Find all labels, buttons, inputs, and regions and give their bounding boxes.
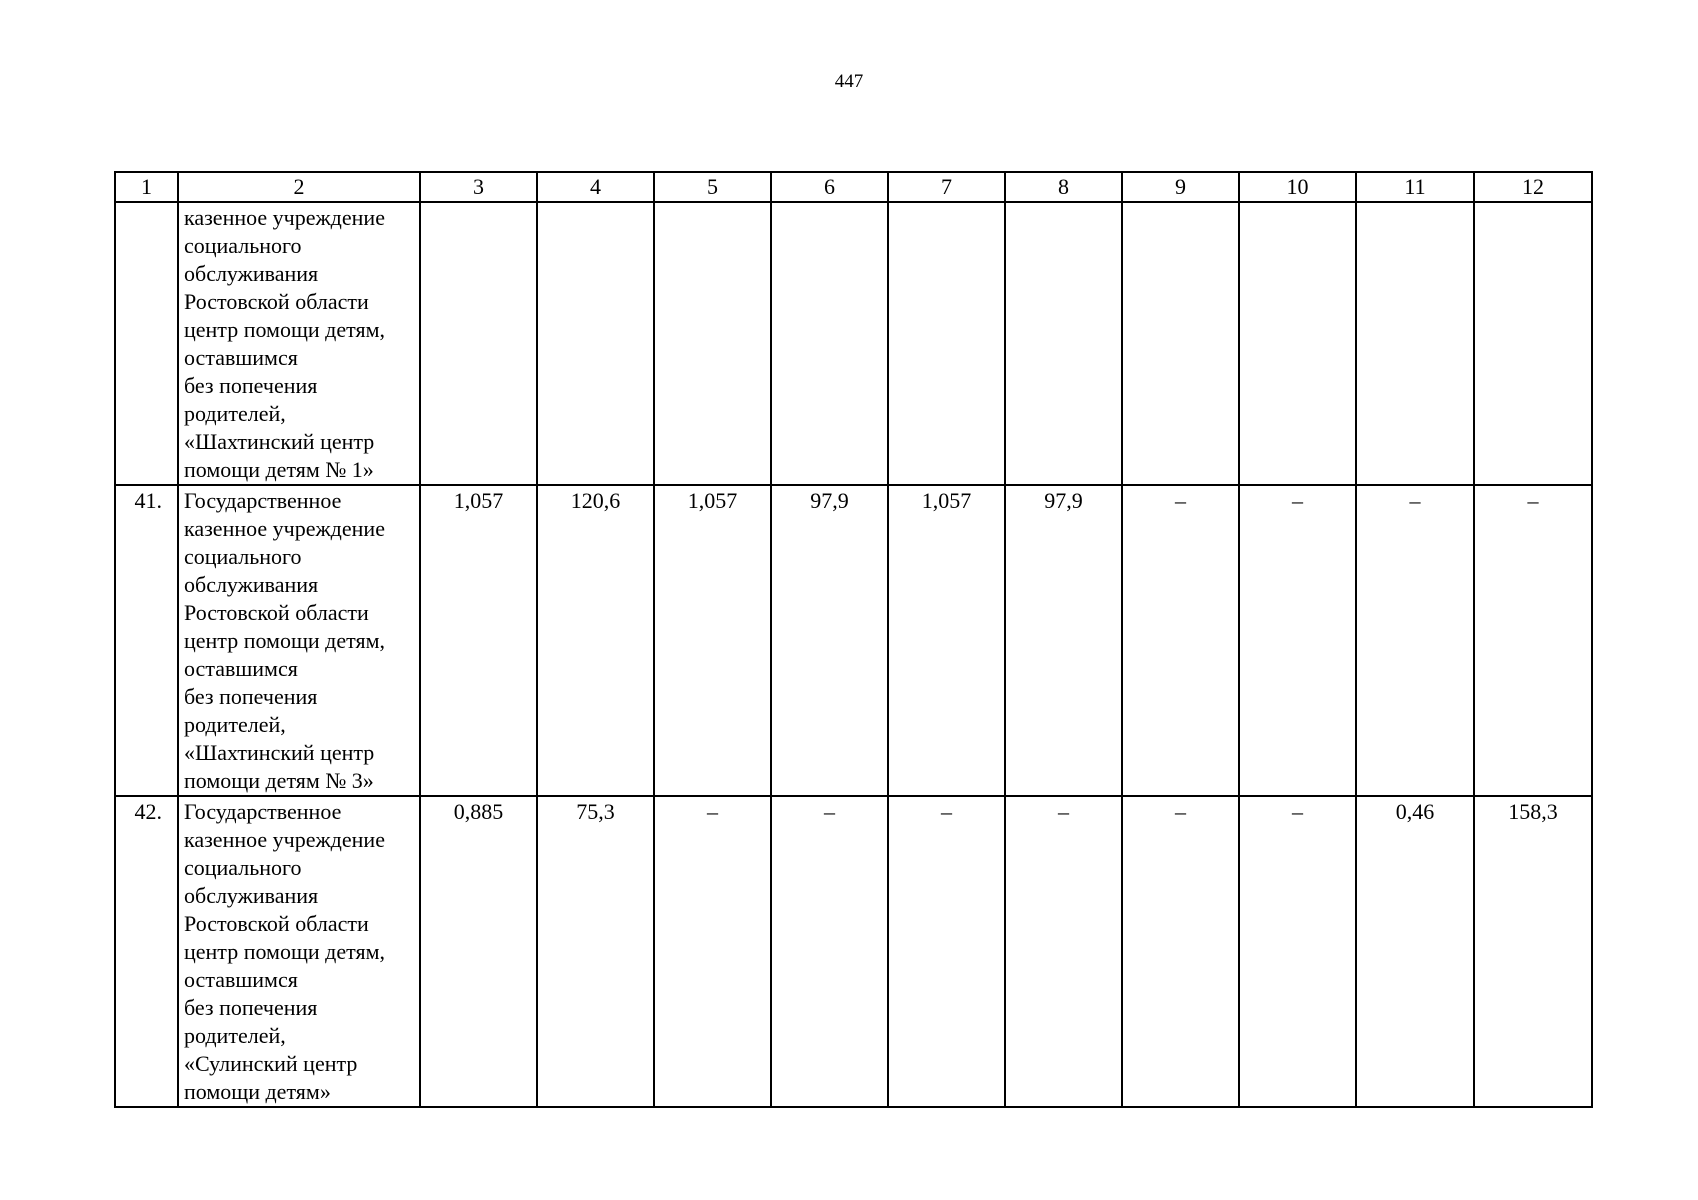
institution-name-cell [178, 202, 420, 485]
name-line: Ростовской области [184, 289, 369, 314]
value-cell [654, 202, 771, 485]
header-cell: 7 [888, 172, 1005, 202]
header-cell: 1 [115, 172, 178, 202]
name-line: без попечения [184, 373, 318, 398]
name-line: центр помощи детям, [184, 628, 386, 653]
value-cell: 97,9 [1005, 485, 1122, 796]
value-cell: – [1005, 796, 1122, 1107]
value-cell [420, 202, 537, 485]
institution-name-cell [178, 485, 420, 796]
value-cell [771, 202, 888, 485]
name-line: социального [184, 855, 302, 880]
value-cell [537, 202, 654, 485]
row-number-cell [115, 202, 178, 485]
value-cell [1122, 202, 1239, 485]
value-cell: – [654, 796, 771, 1107]
name-line: без попечения [184, 684, 318, 709]
row-number-cell: 42. [115, 796, 178, 1107]
name-line: оставшимся [184, 656, 298, 681]
table-row [115, 485, 1592, 796]
value-cell: 97,9 [771, 485, 888, 796]
name-line: обслуживания [184, 261, 319, 286]
name-line: казенное учреждение [184, 516, 385, 541]
header-cell: 11 [1356, 172, 1474, 202]
name-line: «Сулинский центр [184, 1051, 358, 1076]
header-row [115, 172, 1592, 202]
name-line: без попечения [184, 995, 318, 1020]
value-cell: 1,057 [654, 485, 771, 796]
value-cell: – [1122, 485, 1239, 796]
name-line: Государственное [184, 799, 342, 824]
name-line: казенное учреждение [184, 827, 385, 852]
name-line: помощи детям» [184, 1079, 331, 1104]
data-table [114, 171, 1593, 1108]
value-cell: 1,057 [888, 485, 1005, 796]
value-cell: 120,6 [537, 485, 654, 796]
name-line: казенное учреждение [184, 205, 385, 230]
header-cell: 10 [1239, 172, 1356, 202]
value-cell [1005, 202, 1122, 485]
header-cell: 8 [1005, 172, 1122, 202]
table-row [115, 202, 1592, 485]
value-cell: – [1122, 796, 1239, 1107]
value-cell: 0,885 [420, 796, 537, 1107]
name-line: помощи детям № 1» [184, 457, 374, 482]
value-cell [1356, 202, 1474, 485]
row-number-cell: 41. [115, 485, 178, 796]
header-cell: 12 [1474, 172, 1592, 202]
name-line: помощи детям № 3» [184, 768, 374, 793]
name-line: оставшимся [184, 345, 298, 370]
value-cell: 75,3 [537, 796, 654, 1107]
value-cell: – [1474, 485, 1592, 796]
value-cell: 0,46 [1356, 796, 1474, 1107]
institution-name-cell [178, 796, 420, 1107]
value-cell [1474, 202, 1592, 485]
name-line: оставшимся [184, 967, 298, 992]
header-cell: 3 [420, 172, 537, 202]
name-line: «Шахтинский центр [184, 429, 375, 454]
value-cell: – [888, 796, 1005, 1107]
header-cell: 2 [178, 172, 420, 202]
header-cell: 9 [1122, 172, 1239, 202]
value-cell: 1,057 [420, 485, 537, 796]
name-line: центр помощи детям, [184, 317, 386, 342]
name-line: обслуживания [184, 572, 319, 597]
name-line: Ростовской области [184, 911, 369, 936]
header-cell: 6 [771, 172, 888, 202]
value-cell: – [771, 796, 888, 1107]
value-cell: – [1356, 485, 1474, 796]
name-line: Государственное [184, 488, 342, 513]
value-cell [888, 202, 1005, 485]
header-cell: 5 [654, 172, 771, 202]
name-line: родителей, [184, 401, 286, 426]
header-cell: 4 [537, 172, 654, 202]
value-cell [1239, 202, 1356, 485]
value-cell: – [1239, 796, 1356, 1107]
name-line: обслуживания [184, 883, 319, 908]
value-cell: 158,3 [1474, 796, 1592, 1107]
name-line: родителей, [184, 712, 286, 737]
name-line: социального [184, 544, 302, 569]
page-number: 447 [834, 71, 864, 92]
table-row [115, 796, 1592, 1107]
name-line: «Шахтинский центр [184, 740, 375, 765]
value-cell: – [1239, 485, 1356, 796]
name-line: родителей, [184, 1023, 286, 1048]
name-line: социального [184, 233, 302, 258]
name-line: центр помощи детям, [184, 939, 386, 964]
name-line: Ростовской области [184, 600, 369, 625]
